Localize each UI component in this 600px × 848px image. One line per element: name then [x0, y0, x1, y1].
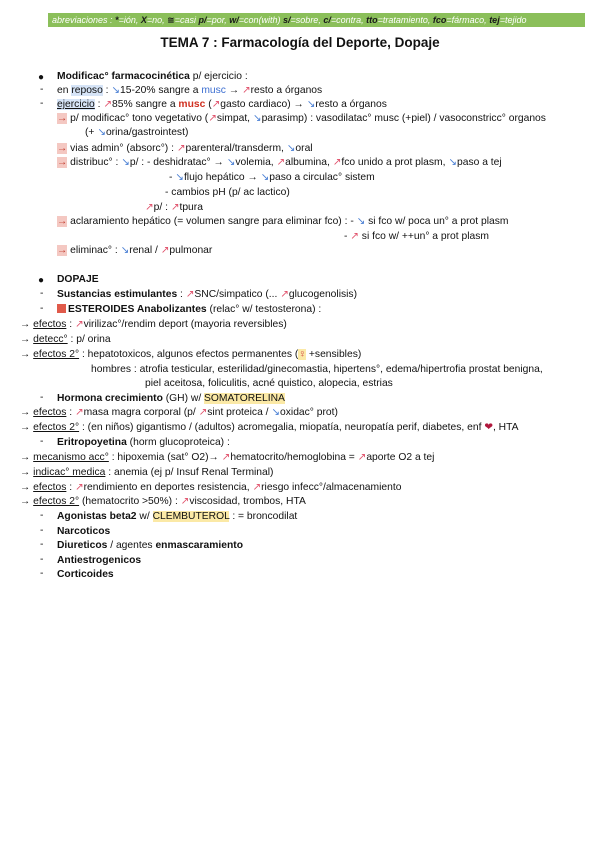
line-epo-effects: → efectos : ↗rendimiento en deportes resistencia, ↗riesgo infecc°/almacenamiento	[20, 482, 402, 493]
list-dash: -	[40, 303, 44, 314]
list-dash: -	[40, 539, 44, 550]
line-hepatic-clearance: → aclaramiento hepático (= volumen sangre para eliminar fco) : - ↘ si fco w/ poca un° a prot plasm	[57, 216, 509, 227]
line-epo-indication: → indicac° medica : anemia (ej p/ Insuf Renal Terminal)	[20, 467, 274, 478]
line-hepatic-flow: - ↘flujo hepático → ↘paso a circulac° sistem	[169, 172, 375, 183]
line-epo-mechanism: → mecanismo acc° : hipoxemia (sat° O2)→ ↗hematocrito/hemoglobina = ↗aporte O2 a tej	[20, 452, 435, 463]
heart-icon: ❤	[484, 422, 493, 433]
line-gh-effects: → efectos : ↗masa magra corporal (p/ ↗sint proteica / ↘oxidac° prot)	[20, 407, 338, 418]
line-diuretics: Diureticos / agentes enmascaramiento	[57, 540, 244, 551]
line-urine: (+ ↘orina/gastrointest)	[85, 127, 189, 138]
abbreviations-bar: abreviaciones : *=ión, X=no, ≅=casi p/=por, w/=con(with) s/=sobre, c/=contra, tto=tratamiento, fco=fármaco, tej=tejido	[48, 13, 585, 27]
line-steroids: ESTEROIDES Anabolizantes (relac° w/ testosterona) :	[57, 303, 321, 317]
list-dash: -	[40, 436, 44, 447]
line-admin-routes: → vias admin° (absorc°) : ↗parenteral/transderm, ↘oral	[57, 143, 313, 154]
line-rest: en reposo : ↘15-20% sangre a musc → ↗resto a órganos	[57, 85, 323, 96]
list-dash: -	[40, 84, 44, 95]
line-gh-side-effects: → efectos 2° : (en niños) gigantismo / (adultos) acromegalia, miopatía, neuropatía perif, diabetes, enf ❤, HTA	[20, 422, 519, 433]
line-ph-changes: - cambios pH (p/ ac lactico)	[165, 187, 290, 198]
line-epo-side-effects: → efectos 2° (hematocrito >50%) : ↗viscosidad, trombos, HTA	[20, 496, 306, 507]
list-dash: -	[40, 288, 44, 299]
line-steroid-side-effects: → efectos 2° : hepatotoxicos, algunos efectos permanentes (♀ +sensibles)	[20, 349, 362, 360]
line-growth-hormone: Hormona crecimiento (GH) w/ SOMATORELINA	[57, 393, 285, 404]
line-exercise: ejercicio : ↗85% sangre a musc (↗gasto cardiaco) → ↘resto a órganos	[57, 99, 387, 110]
list-dash: -	[40, 510, 44, 521]
line-antiestrogens: Antiestrogenicos	[57, 555, 142, 566]
line-distribution: → distribuc° : ↘p/ : - deshidratac° → ↘volemia, ↗albumina, ↗fco unido a prot plasm, ↘paso a tej	[57, 157, 502, 168]
list-dash: -	[40, 554, 44, 565]
line-men-effects: hombres : atrofia testicular, esterilidad/ginecomastia, hipertens°, edema/hipertrofia prostat benigna,	[91, 364, 543, 375]
line-elimination: → eliminac° : ↘renal / ↗pulmonar	[57, 245, 213, 256]
list-dash: -	[40, 98, 44, 109]
line-steroid-detection: → detecc° : p/ orina	[20, 334, 111, 345]
line-stimulants: Sustancias estimulantes : ↗SNC/simpatico (... ↗glucogenolisis)	[57, 289, 358, 300]
section-pharmacokinetics-heading: Modificac° farmacocinética p/ ejercicio :	[57, 71, 248, 82]
warning-block-icon	[57, 304, 66, 313]
line-epo: Eritropoyetina (horm glucoproteica) :	[57, 437, 230, 448]
list-dash: -	[40, 525, 44, 536]
bullet-icon: ●	[38, 275, 45, 286]
section-doping-heading: DOPAJE	[57, 274, 99, 285]
line-temperature: ↗p/ : ↗tpura	[145, 202, 203, 213]
bullet-icon: ●	[38, 72, 45, 83]
line-narcotics: Narcoticos	[57, 526, 111, 537]
list-dash: -	[40, 568, 44, 579]
line-beta2: Agonistas beta2 w/ CLEMBUTEROL : = broncodilat	[57, 511, 298, 522]
line-steroid-effects: → efectos : ↗virilizac°/rendim deport (mayoria reversibles)	[20, 319, 287, 330]
female-symbol-icon: ♀	[298, 349, 307, 360]
line-men-effects-cont: piel aceitosa, foliculitis, acné quistico, alopecia, estrias	[145, 378, 393, 389]
list-dash: -	[40, 392, 44, 403]
line-vegetative-tone: → p/ modificac° tono vegetativo (↗simpat, ↘parasimp) : vasodilatac° musc (+piel) / vasoconstricc° organos	[57, 113, 546, 124]
line-clearance-high: - ↗ si fco w/ ++un° a prot plasm	[344, 231, 489, 242]
line-corticoids: Corticoides	[57, 569, 114, 580]
page-title: TEMA 7 : Farmacología del Deporte, Dopaje	[160, 35, 440, 50]
